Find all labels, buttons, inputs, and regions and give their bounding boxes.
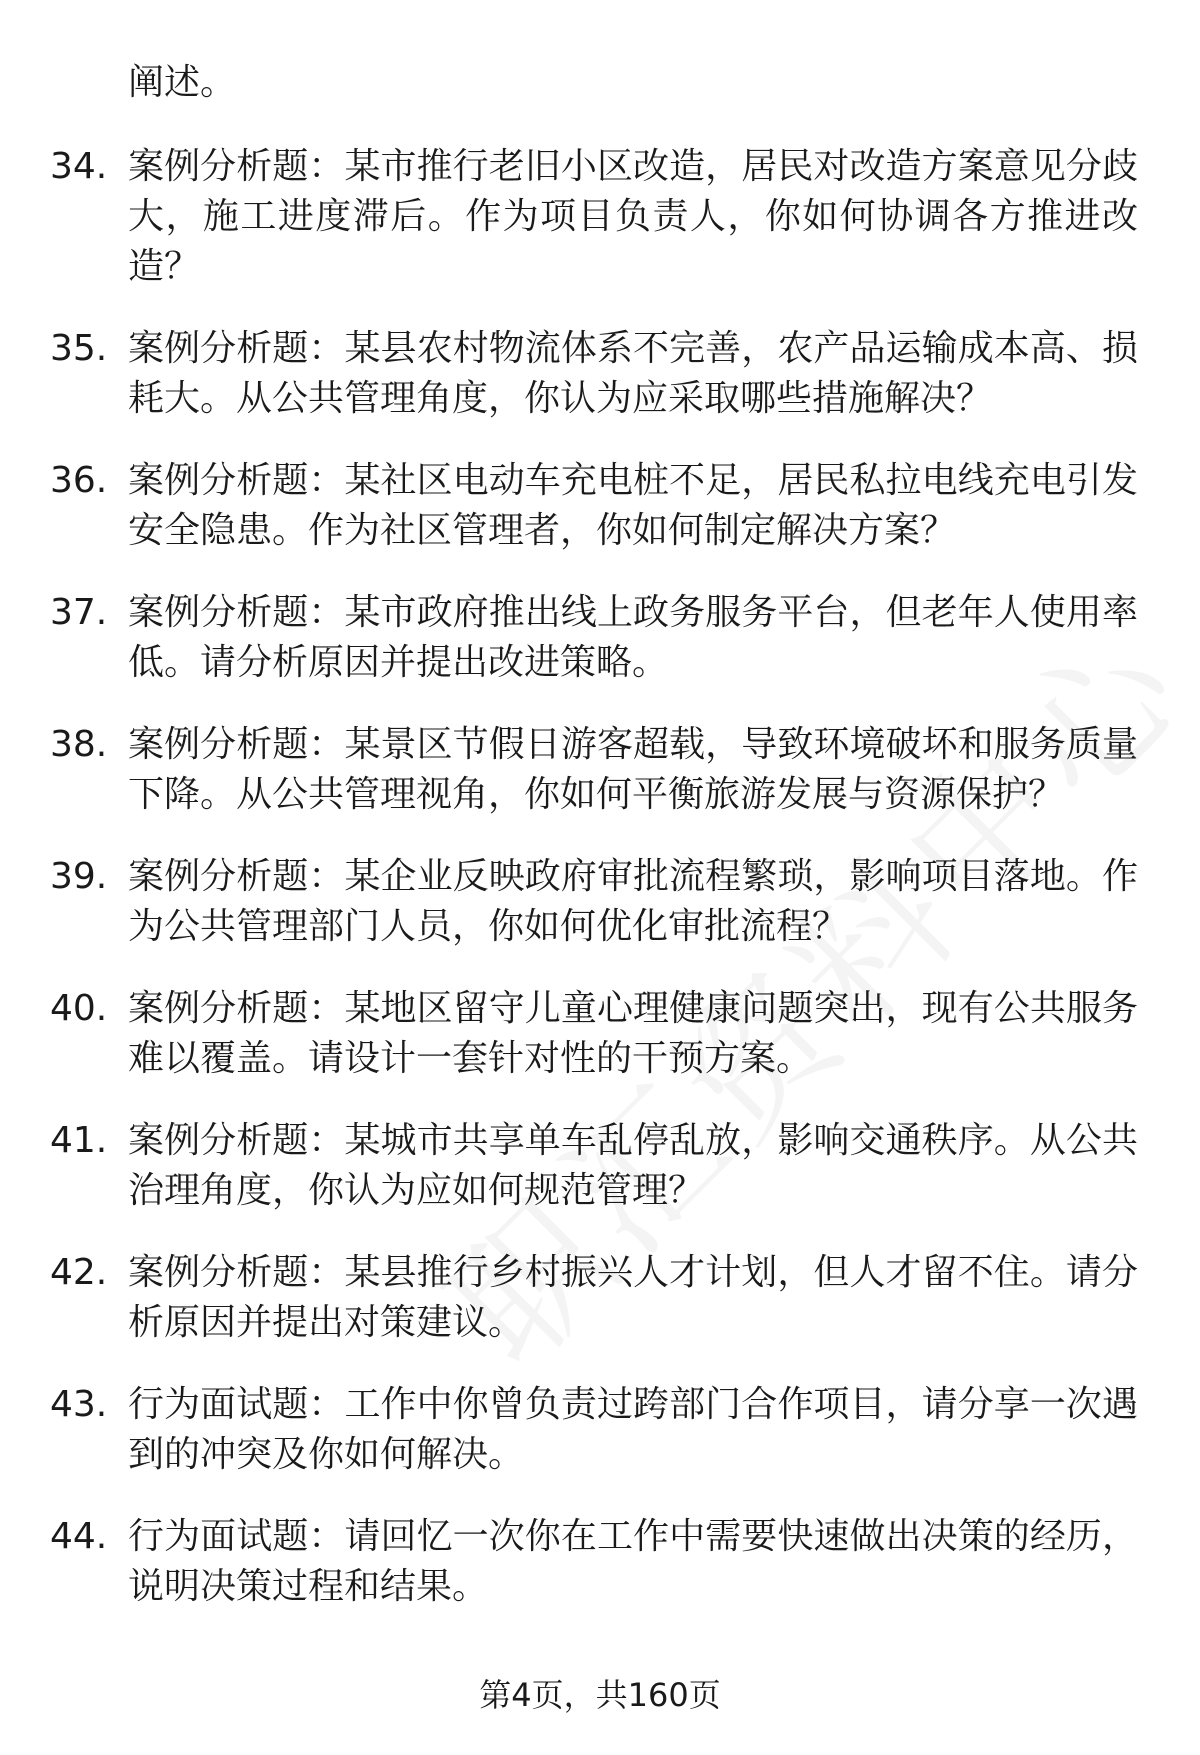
- question-number: 41.: [50, 1120, 108, 1161]
- question-number: 35.: [50, 328, 108, 369]
- list-item: [0, 456, 1200, 588]
- continuation-text: 阐述。: [128, 62, 237, 103]
- question-number: 44.: [50, 1516, 108, 1557]
- list-item: [0, 1116, 1200, 1248]
- question-list: [0, 142, 1200, 1644]
- question-text: 案例分析题：某城市共享单车乱停乱放，影响交通秩序。从公共治理角度，你认为应如何规范管理？: [128, 1120, 1138, 1211]
- question-text: 案例分析题：某景区节假日游客超载，导致环境破坏和服务质量下降。从公共管理视角，你如何平衡旅游发展与资源保护？: [128, 724, 1138, 815]
- question-text: 案例分析题：某地区留守儿童心理健康问题突出，现有公共服务难以覆盖。请设计一套针对性的干预方案。: [128, 988, 1138, 1079]
- question-text: 案例分析题：某市政府推出线上政务服务平台，但老年人使用率低。请分析原因并提出改进策略。: [128, 592, 1138, 683]
- question-number: 42.: [50, 1252, 108, 1293]
- question-text: 案例分析题：某县推行乡村振兴人才计划，但人才留不住。请分析原因并提出对策建议。: [128, 1252, 1138, 1343]
- question-number: 43.: [50, 1384, 108, 1425]
- question-number: 36.: [50, 460, 108, 501]
- question-text: 案例分析题：某县农村物流体系不完善，农产品运输成本高、损耗大。从公共管理角度，你认为应采取哪些措施解决？: [128, 328, 1138, 419]
- list-item: [0, 852, 1200, 984]
- question-number: 40.: [50, 988, 108, 1029]
- list-item: [0, 1512, 1200, 1644]
- page-footer: 第4页，共160页: [479, 1676, 721, 1714]
- list-item: [0, 588, 1200, 720]
- list-item: [0, 1380, 1200, 1512]
- question-text: 案例分析题：某社区电动车充电桩不足，居民私拉电线充电引发安全隐患。作为社区管理者，你如何制定解决方案？: [128, 460, 1138, 551]
- list-item: [0, 324, 1200, 456]
- list-item: [0, 142, 1200, 324]
- question-number: 39.: [50, 856, 108, 897]
- question-text: 行为面试题：工作中你曾负责过跨部门合作项目，请分享一次遇到的冲突及你如何解决。: [128, 1384, 1138, 1475]
- question-number: 37.: [50, 592, 108, 633]
- question-number: 38.: [50, 724, 108, 765]
- question-number: 34.: [50, 146, 108, 187]
- question-text: 案例分析题：某企业反映政府审批流程繁琐，影响项目落地。作为公共管理部门人员，你如何优化审批流程？: [128, 856, 1138, 947]
- question-text: 行为面试题：请回忆一次你在工作中需要快速做出决策的经历，说明决策过程和结果。: [128, 1516, 1138, 1607]
- list-item: [0, 720, 1200, 852]
- question-text: 案例分析题：某市推行老旧小区改造，居民对改造方案意见分歧大，施工进度滞后。作为项目负责人，你如何协调各方推进改造？: [128, 146, 1138, 287]
- list-item: [0, 984, 1200, 1116]
- list-item: [0, 1248, 1200, 1380]
